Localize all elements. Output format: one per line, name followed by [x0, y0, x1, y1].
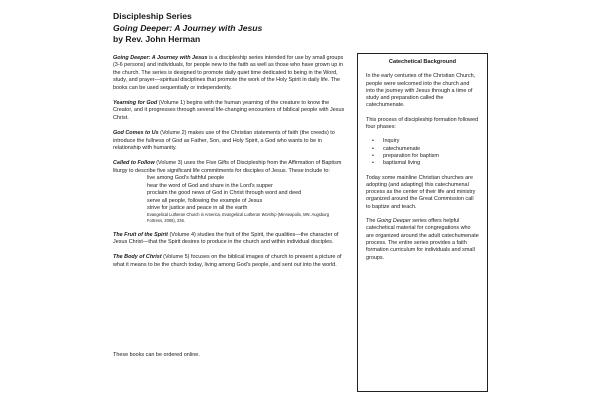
sidebar-paragraph-1: In the early centuries of the Christian Church, people were welcomed into the church and into the journey with Jesus through a time of study and preparation called the catechumenate.	[366, 73, 476, 109]
order-note: These books can be ordered online.	[113, 352, 200, 358]
phases-list	[366, 138, 479, 167]
gift-item: proclaim the good news of God in Christ through word and deed	[147, 190, 302, 197]
phase-item: • baptismal living	[383, 160, 479, 167]
sidebar-heading: Catechetical Background	[388, 59, 457, 65]
document-title: Going Deeper: A Journey with Jesus	[113, 22, 263, 33]
volume-2-title: God Comes to Us	[113, 130, 159, 137]
sidebar-paragraph-2: This process of discipleship formation followed four phases:	[366, 116, 479, 131]
volume-3-title: Called to Follow	[113, 160, 155, 167]
author-line: by Rev. John Herman	[113, 34, 201, 44]
sidebar-paragraph-3: Today some mainline Christian churches are adopting (and adapting) this catechumenal process as the center of their life and ministry organized around the Great Commission call to baptize and teach.	[366, 174, 476, 210]
volume-4-paragraph	[113, 232, 345, 247]
phase-item: • catechumenate	[383, 146, 479, 153]
intro-title: Going Deeper: A Journey with Jesus	[113, 55, 208, 61]
main-column	[113, 55, 345, 277]
phase-item: • preparation for baptism	[383, 153, 479, 160]
phase-item: • Inquiry	[383, 138, 479, 145]
volume-4-text: (Volume 4) studies the fruit of the Spirit, the qualities—the character of Jesus Christ—that the Spirit desires to produce in the church and within individual disciples.	[113, 231, 339, 245]
sidebar-p4-title: Going Deeper	[376, 218, 411, 225]
gift-item: serve all people, following the example of Jesus	[147, 197, 263, 204]
volume-2-text: (Volume 2) makes use of the Christian statements of faith (the creeds) to introduce the fullness of God as Father, Son, and Holy Spirit, a God who wants to be in relationship with humanity.	[113, 130, 335, 152]
volume-4-title: The Fruit of the Spirit	[113, 231, 168, 238]
sidebar-p4-post: series offers helpful catechetical material for congregations who are organized around the adult catechumenate process. The entire series provides a faith formation curriculum for individuals and small groups.	[366, 218, 479, 261]
gifts-list	[147, 175, 345, 212]
citation	[147, 212, 345, 223]
intro-paragraph	[113, 55, 345, 92]
volume-3-text: (Volume 3) uses the Five Gifts of Discipleship from the Affirmation of Baptism liturgy to describe five significant life commitments for disciples of Jesus. These include to:	[113, 160, 342, 174]
citation-pre: Evangelical Lutheran Church in America,	[147, 212, 223, 218]
gift-item: live among God's faithful people	[147, 175, 225, 182]
citation-post: (Minneapolis, MN: Augsburg Fortress, 2006), 236.	[147, 212, 330, 223]
sidebar-paragraph-4	[366, 218, 479, 262]
catechetical-sidebar	[357, 53, 488, 392]
series-label: Discipleship Series	[113, 11, 192, 21]
volume-5-text: (Volume 5) focuses on the biblical images of church to present a picture of what it means to be the church today, living among God's people, and sent out into the world.	[113, 254, 342, 268]
document-header	[113, 11, 373, 46]
volume-1-title: Yearning for God	[113, 100, 158, 107]
volume-1-text: (Volume 1) begins with the human yearning of the creature to know the Creator, and it progresses through several life-changing encounters of biblical people with Jesus Christ.	[113, 100, 345, 121]
gift-item: strive for justice and peace in all the earth	[147, 204, 248, 211]
volume-5-title: The Body of Christ	[113, 254, 162, 261]
sidebar-p4-pre: The	[366, 218, 377, 225]
volume-3-paragraph	[113, 160, 345, 175]
volume-1-paragraph	[113, 100, 345, 122]
intro-text: is a discipleship series intended for use by small groups (3-6 persons) and individuals, for people new to the faith as well as those who have grown up in the church. The series is designed to promote daily quiet time dedicated to being in the Word, study, and prayer—spiritual disciplines that promote the work of the Holy Spirit in daily life. The books can be used sequentially or independently.	[113, 55, 344, 91]
gift-item: hear the word of God and share in the Lord's supper	[147, 182, 273, 189]
volume-5-paragraph	[113, 254, 345, 269]
volume-2-paragraph	[113, 130, 345, 152]
citation-title: Evangelical Lutheran Worship	[222, 212, 277, 218]
